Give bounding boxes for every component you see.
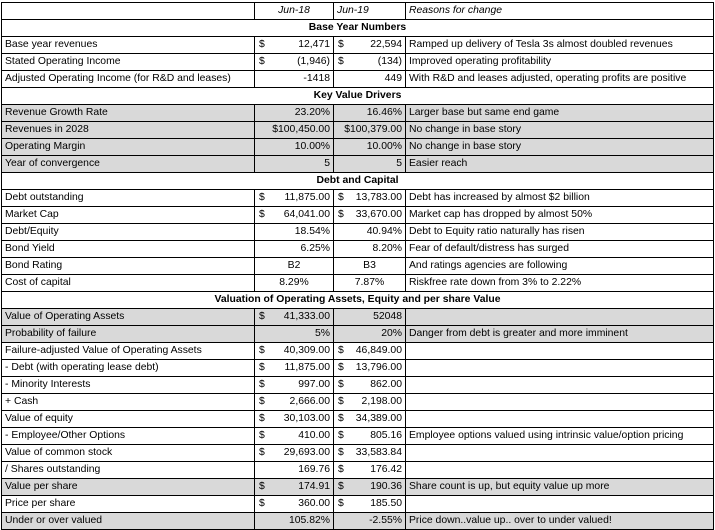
currency-symbol: $	[338, 464, 344, 475]
reason-cell[interactable]	[406, 445, 714, 462]
jun18-cell[interactable]: 5	[255, 156, 334, 173]
jun19-cell[interactable]: 52048	[334, 309, 406, 326]
reason-cell[interactable]	[406, 496, 714, 513]
value: 174.91	[298, 481, 330, 492]
reason-cell[interactable]: Employee options valued using intrinsic value/option pricing	[406, 428, 714, 445]
row-label[interactable]: Price per share	[2, 496, 255, 513]
section-title-drivers[interactable]: Key Value Drivers	[2, 88, 714, 105]
row-label[interactable]: Value of Operating Assets	[2, 309, 255, 326]
value: 13,783.00	[355, 192, 402, 203]
row-employee-options	[2, 428, 714, 445]
row-label[interactable]: Probability of failure	[2, 326, 255, 343]
jun18-cell[interactable]: 169.76	[255, 462, 334, 479]
value: (134)	[377, 56, 402, 67]
row-label[interactable]: Year of convergence	[2, 156, 255, 173]
reason-cell[interactable]: Danger from debt is greater and more imminent	[406, 326, 714, 343]
currency-symbol: $	[338, 447, 344, 458]
jun18-cell[interactable]	[255, 496, 334, 513]
value: 12,471	[298, 39, 330, 50]
row-label[interactable]: Adjusted Operating Income (for R&D and leases)	[2, 71, 255, 88]
jun19-cell[interactable]	[334, 428, 406, 445]
jun18-cell[interactable]: 6.25%	[255, 241, 334, 258]
currency-symbol: $	[338, 362, 344, 373]
jun18-cell[interactable]	[255, 309, 334, 326]
row-label[interactable]: - Employee/Other Options	[2, 428, 255, 445]
row-value-per-share	[2, 479, 714, 496]
currency-symbol: $	[259, 192, 265, 203]
jun19-cell[interactable]: $100,379.00	[334, 122, 406, 139]
jun18-cell[interactable]	[255, 411, 334, 428]
reason-cell[interactable]: Fear of default/distress has surged	[406, 241, 714, 258]
currency-symbol: $	[338, 56, 344, 67]
row-cost-of-capital	[2, 275, 714, 292]
row-debt-equity	[2, 224, 714, 241]
value: 997.00	[298, 379, 330, 390]
header-jun19[interactable]: Jun-19	[334, 3, 406, 20]
jun18-cell[interactable]	[255, 207, 334, 224]
currency-symbol: $	[259, 430, 265, 441]
row-label[interactable]: Cost of capital	[2, 275, 255, 292]
reason-cell[interactable]	[406, 462, 714, 479]
jun19-cell[interactable]	[334, 377, 406, 394]
row-label[interactable]: Base year revenues	[2, 37, 255, 54]
jun19-cell[interactable]	[334, 207, 406, 224]
value: 46,849.00	[355, 345, 402, 356]
jun19-cell[interactable]	[334, 462, 406, 479]
jun19-cell[interactable]	[334, 190, 406, 207]
row-label[interactable]: Under or over valued	[2, 513, 255, 530]
currency-symbol: $	[338, 481, 344, 492]
row-label[interactable]: + Cash	[2, 394, 255, 411]
value: 41,333.00	[283, 311, 330, 322]
row-failure-adjusted-value	[2, 343, 714, 360]
jun18-cell[interactable]	[255, 360, 334, 377]
row-label[interactable]: Stated Operating Income	[2, 54, 255, 71]
row-label[interactable]: - Debt (with operating lease debt)	[2, 360, 255, 377]
row-stated-operating-income	[2, 54, 714, 71]
currency-symbol: $	[259, 362, 265, 373]
row-debt-outstanding	[2, 190, 714, 207]
value: (1,946)	[297, 56, 330, 67]
reason-cell[interactable]: Improved operating profitability	[406, 54, 714, 71]
row-minority-interests	[2, 377, 714, 394]
row-value-common-stock	[2, 445, 714, 462]
section-row	[2, 292, 714, 309]
jun19-cell[interactable]	[334, 343, 406, 360]
row-label[interactable]: Revenues in 2028	[2, 122, 255, 139]
reason-cell[interactable]: Larger base but same end game	[406, 105, 714, 122]
row-label[interactable]: Bond Rating	[2, 258, 255, 275]
jun18-cell[interactable]: B2	[255, 258, 334, 275]
jun18-cell[interactable]	[255, 445, 334, 462]
jun19-cell[interactable]: 5	[334, 156, 406, 173]
currency-symbol: $	[259, 413, 265, 424]
jun19-cell[interactable]	[334, 496, 406, 513]
row-revenues-2028	[2, 122, 714, 139]
jun18-cell[interactable]: $100,450.00	[255, 122, 334, 139]
jun19-cell[interactable]: 10.00%	[334, 139, 406, 156]
currency-symbol: $	[259, 39, 265, 50]
jun18-cell[interactable]	[255, 54, 334, 71]
row-price-per-share	[2, 496, 714, 513]
value: 13,796.00	[355, 362, 402, 373]
jun18-cell[interactable]: -1418	[255, 71, 334, 88]
value: 190.36	[370, 481, 402, 492]
jun18-cell[interactable]: 10.00%	[255, 139, 334, 156]
jun18-cell[interactable]	[255, 343, 334, 360]
jun19-cell[interactable]: -2.55%	[334, 513, 406, 530]
currency-symbol: $	[338, 39, 344, 50]
header-jun18[interactable]: Jun-18	[255, 3, 334, 20]
currency-symbol: $	[259, 498, 265, 509]
value: 11,875.00	[284, 362, 330, 373]
reason-cell[interactable]: Share count is up, but equity value up more	[406, 479, 714, 496]
currency-symbol: $	[338, 209, 344, 220]
jun18-cell[interactable]	[255, 190, 334, 207]
row-label[interactable]: Bond Yield	[2, 241, 255, 258]
value: 40,309.00	[283, 345, 330, 356]
jun19-cell[interactable]: 449	[334, 71, 406, 88]
value: 185.50	[370, 498, 402, 509]
currency-symbol: $	[338, 430, 344, 441]
value: 22,594	[370, 39, 402, 50]
row-operating-margin	[2, 139, 714, 156]
row-value-of-equity	[2, 411, 714, 428]
jun18-cell[interactable]	[255, 394, 334, 411]
reason-cell[interactable]	[406, 309, 714, 326]
jun19-cell[interactable]	[334, 54, 406, 71]
row-revenue-growth	[2, 105, 714, 122]
jun18-cell[interactable]	[255, 37, 334, 54]
row-label[interactable]: Failure-adjusted Value of Operating Assets	[2, 343, 255, 360]
currency-symbol: $	[338, 345, 344, 356]
value: 2,198.00	[361, 396, 402, 407]
value: 11,875.00	[284, 192, 330, 203]
header-reasons[interactable]: Reasons for change	[406, 3, 714, 20]
jun19-cell[interactable]: B3	[334, 258, 406, 275]
reason-cell[interactable]: Debt has increased by almost $2 billion	[406, 190, 714, 207]
section-row	[2, 173, 714, 190]
reason-cell[interactable]: And ratings agencies are following	[406, 258, 714, 275]
reason-cell[interactable]	[406, 343, 714, 360]
row-adjusted-operating-income	[2, 71, 714, 88]
jun18-cell[interactable]: 23.20%	[255, 105, 334, 122]
row-year-of-convergence	[2, 156, 714, 173]
jun18-cell[interactable]: 8.29%	[255, 275, 334, 292]
row-label[interactable]: Value of equity	[2, 411, 255, 428]
row-label[interactable]: Revenue Growth Rate	[2, 105, 255, 122]
valuation-spreadsheet	[1, 2, 714, 530]
header-row	[2, 3, 714, 20]
reason-cell[interactable]	[406, 377, 714, 394]
currency-symbol: $	[338, 413, 344, 424]
jun19-cell[interactable]	[334, 394, 406, 411]
jun19-cell[interactable]: 40.94%	[334, 224, 406, 241]
header-label-cell[interactable]	[2, 3, 255, 20]
reason-cell[interactable]: No change in base story	[406, 139, 714, 156]
row-label[interactable]: Value per share	[2, 479, 255, 496]
reason-cell[interactable]	[406, 360, 714, 377]
value: 360.00	[298, 498, 330, 509]
section-title-debt[interactable]: Debt and Capital	[2, 173, 714, 190]
currency-symbol: $	[338, 396, 344, 407]
row-shares-outstanding	[2, 462, 714, 479]
value: 33,670.00	[355, 209, 402, 220]
currency-symbol: $	[259, 447, 265, 458]
row-label[interactable]: Market Cap	[2, 207, 255, 224]
currency-symbol: $	[338, 498, 344, 509]
jun18-cell[interactable]: 5%	[255, 326, 334, 343]
jun19-cell[interactable]	[334, 479, 406, 496]
value: 29,693.00	[283, 447, 330, 458]
currency-symbol: $	[259, 345, 265, 356]
jun18-cell[interactable]	[255, 428, 334, 445]
currency-symbol: $	[259, 311, 265, 322]
jun19-cell[interactable]: 20%	[334, 326, 406, 343]
jun19-cell[interactable]	[334, 445, 406, 462]
currency-symbol: $	[259, 209, 265, 220]
row-label[interactable]: Operating Margin	[2, 139, 255, 156]
jun18-cell[interactable]	[255, 479, 334, 496]
value: 64,041.00	[283, 209, 330, 220]
jun18-cell[interactable]: 105.82%	[255, 513, 334, 530]
jun19-cell[interactable]	[334, 360, 406, 377]
currency-symbol: $	[259, 481, 265, 492]
row-probability-of-failure	[2, 326, 714, 343]
reason-cell[interactable]	[406, 394, 714, 411]
value: 410.00	[298, 430, 330, 441]
row-minus-debt	[2, 360, 714, 377]
currency-symbol: $	[259, 396, 265, 407]
jun19-cell[interactable]	[334, 37, 406, 54]
row-plus-cash	[2, 394, 714, 411]
value: 176.42	[370, 464, 402, 475]
section-row	[2, 88, 714, 105]
reason-cell[interactable]: Riskfree rate down from 3% to 2.22%	[406, 275, 714, 292]
jun19-cell[interactable]	[334, 411, 406, 428]
section-title-base[interactable]: Base Year Numbers	[2, 20, 714, 37]
section-row	[2, 20, 714, 37]
currency-symbol: $	[259, 56, 265, 67]
value: 2,666.00	[289, 396, 330, 407]
reason-cell[interactable]: Ramped up delivery of Tesla 3s almost doubled revenues	[406, 37, 714, 54]
value: 805.16	[370, 430, 402, 441]
jun18-cell[interactable]: 18.54%	[255, 224, 334, 241]
value: 33,583.84	[355, 447, 402, 458]
jun18-cell[interactable]	[255, 377, 334, 394]
row-label[interactable]: Value of common stock	[2, 445, 255, 462]
currency-symbol: $	[338, 379, 344, 390]
jun19-cell[interactable]: 8.20%	[334, 241, 406, 258]
row-label[interactable]: Debt/Equity	[2, 224, 255, 241]
row-market-cap	[2, 207, 714, 224]
row-label[interactable]: - Minority Interests	[2, 377, 255, 394]
row-under-over-valued	[2, 513, 714, 530]
currency-symbol: $	[338, 192, 344, 203]
jun19-cell[interactable]: 16.46%	[334, 105, 406, 122]
value: 862.00	[370, 379, 402, 390]
reason-cell[interactable]: Market cap has dropped by almost 50%	[406, 207, 714, 224]
reason-cell[interactable]: No change in base story	[406, 122, 714, 139]
reason-cell[interactable]: With R&D and leases adjusted, operating profits are positive	[406, 71, 714, 88]
jun19-cell[interactable]: 7.87%	[334, 275, 406, 292]
row-label[interactable]: Debt outstanding	[2, 190, 255, 207]
value: 34,389.00	[355, 413, 402, 424]
row-bond-rating	[2, 258, 714, 275]
value: 30,103.00	[283, 413, 330, 424]
section-title-valuation[interactable]: Valuation of Operating Assets, Equity and per share Value	[2, 292, 714, 309]
currency-symbol: $	[259, 379, 265, 390]
row-value-operating-assets	[2, 309, 714, 326]
row-base-revenues	[2, 37, 714, 54]
reason-cell[interactable]	[406, 411, 714, 428]
row-label[interactable]: / Shares outstanding	[2, 462, 255, 479]
reason-cell[interactable]: Price down..value up.. over to under valued!	[406, 513, 714, 530]
reason-cell[interactable]: Easier reach	[406, 156, 714, 173]
reason-cell[interactable]: Debt to Equity ratio naturally has risen	[406, 224, 714, 241]
row-bond-yield	[2, 241, 714, 258]
